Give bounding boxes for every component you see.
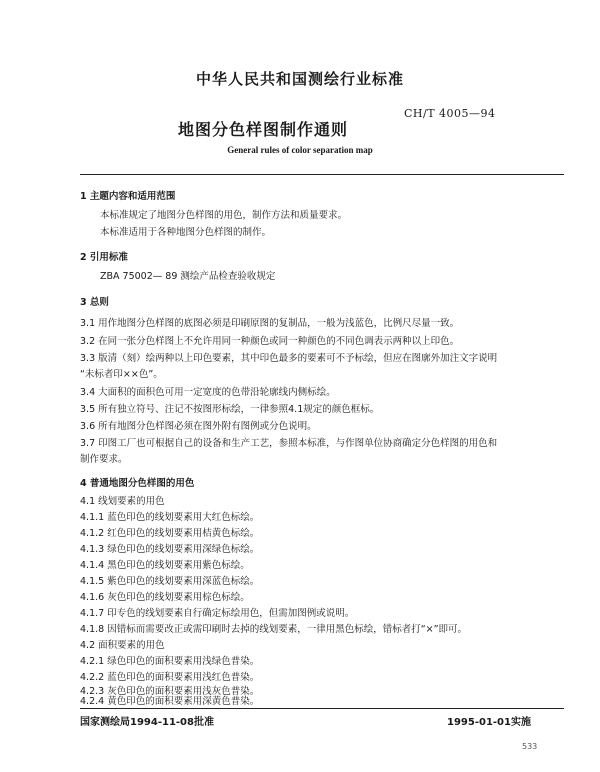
body-text-line: 4.2.2 蓝色印色的面积要素用浅红色普染。 — [80, 672, 260, 683]
body-text-line: 4.1.4 黑色印色的线划要素用紫色标绘。 — [80, 560, 250, 571]
body-text-line: 4.1.7 印专色的线划要素自行确定标绘用色，但需加图例或说明。 — [80, 608, 355, 619]
body-text-line: 4.1.2 红色印色的线划要素用桔黄色标绘。 — [80, 528, 260, 539]
body-text-line: 3.7 印图工厂也可根据自己的设备和生产工艺，参照本标准，与作图单位协商确定分色样图的用色和 — [80, 438, 498, 449]
implementation-date: 1995-01-01实施 — [447, 717, 531, 728]
standard-code: CH/T 4005—94 — [404, 107, 496, 120]
body-text-line: 本标准适用于各种地图分色样图的制作。 — [100, 227, 272, 238]
body-text-line: 4.2.4 黄色印色的面积要素用深黄色普染。 — [80, 696, 260, 707]
footer-divider — [80, 708, 564, 709]
section-heading: 2 引用标准 — [80, 252, 128, 263]
header-divider — [80, 174, 564, 175]
body-text-line: 3.1 用作地图分色样图的底图必须是印刷原图的复制品，一般为浅蓝色，比例尺尽量一致。 — [80, 318, 460, 329]
body-text-line: 4.1.3 绿色印色的线划要素用深绿色标绘。 — [80, 544, 260, 555]
industry-standard-title: 中华人民共和国测绘行业标准 — [195, 70, 404, 88]
body-text-line: 3.6 所有地图分色样图必须在图外附有图例或分色说明。 — [80, 421, 317, 432]
document-title-english: General rules of color separation map — [227, 145, 373, 155]
body-text-line: 3.2 在同一张分色样图上不允许用同一种颜色或同一种颜色的不同色调表示两种以上印色。 — [80, 336, 460, 347]
document-title: 地图分色样图制作通则 — [178, 120, 349, 139]
body-text-line: “未标者印××色”。 — [80, 369, 163, 380]
body-text-line: 4.1.6 灰色印色的线划要素用棕色标绘。 — [80, 592, 250, 603]
body-text-line: 3.4 大面积的面积色可用一定宽度的色带沿轮廓线内侧标绘。 — [80, 387, 336, 398]
body-text-line: 4.1.8 因错标而需要改正或需印刷时去掉的线划要素，一律用黑色标绘，错标者打“×”即可。 — [80, 624, 467, 635]
body-text-line: 4.1 线划要素的用色 — [80, 496, 165, 507]
section-heading: 4 普通地图分色样图的用色 — [80, 478, 195, 489]
approval-date: 国家测绘局1994-11-08批准 — [80, 717, 214, 728]
body-text-line: 3.5 所有独立符号、注记不按图形标绘，一律参照4.1规定的颜色框标。 — [80, 404, 380, 415]
section-heading: 1 主题内容和适用范围 — [80, 191, 176, 202]
body-text-line: 本标准规定了地图分色样图的用色，制作方法和质量要求。 — [100, 210, 348, 221]
body-text-line: 4.2 面积要素的用色 — [80, 640, 165, 651]
body-text-line: 3.3 版清（刻）绘两种以上印色要素，其中印色最多的要素可不予标绘，但应在图廓外加注文字说明 — [80, 353, 498, 364]
body-text-line: 4.2.3 灰色印色的面积要素用浅灰色普染。 — [80, 686, 260, 697]
page-number: 533 — [522, 742, 538, 751]
section-heading: 3 总则 — [80, 297, 109, 308]
body-text-line: 制作要求。 — [80, 454, 128, 465]
body-text-line: 4.2.1 绿色印色的面积要素用浅绿色普染。 — [80, 656, 260, 667]
body-text-line: ZBA 75002— 89 测绘产品检查验收规定 — [100, 271, 276, 282]
body-text-line: 4.1.1 蓝色印色的线划要素用大红色标绘。 — [80, 512, 260, 523]
body-text-line: 4.1.5 紫色印色的线划要素用深蓝色标绘。 — [80, 576, 260, 587]
